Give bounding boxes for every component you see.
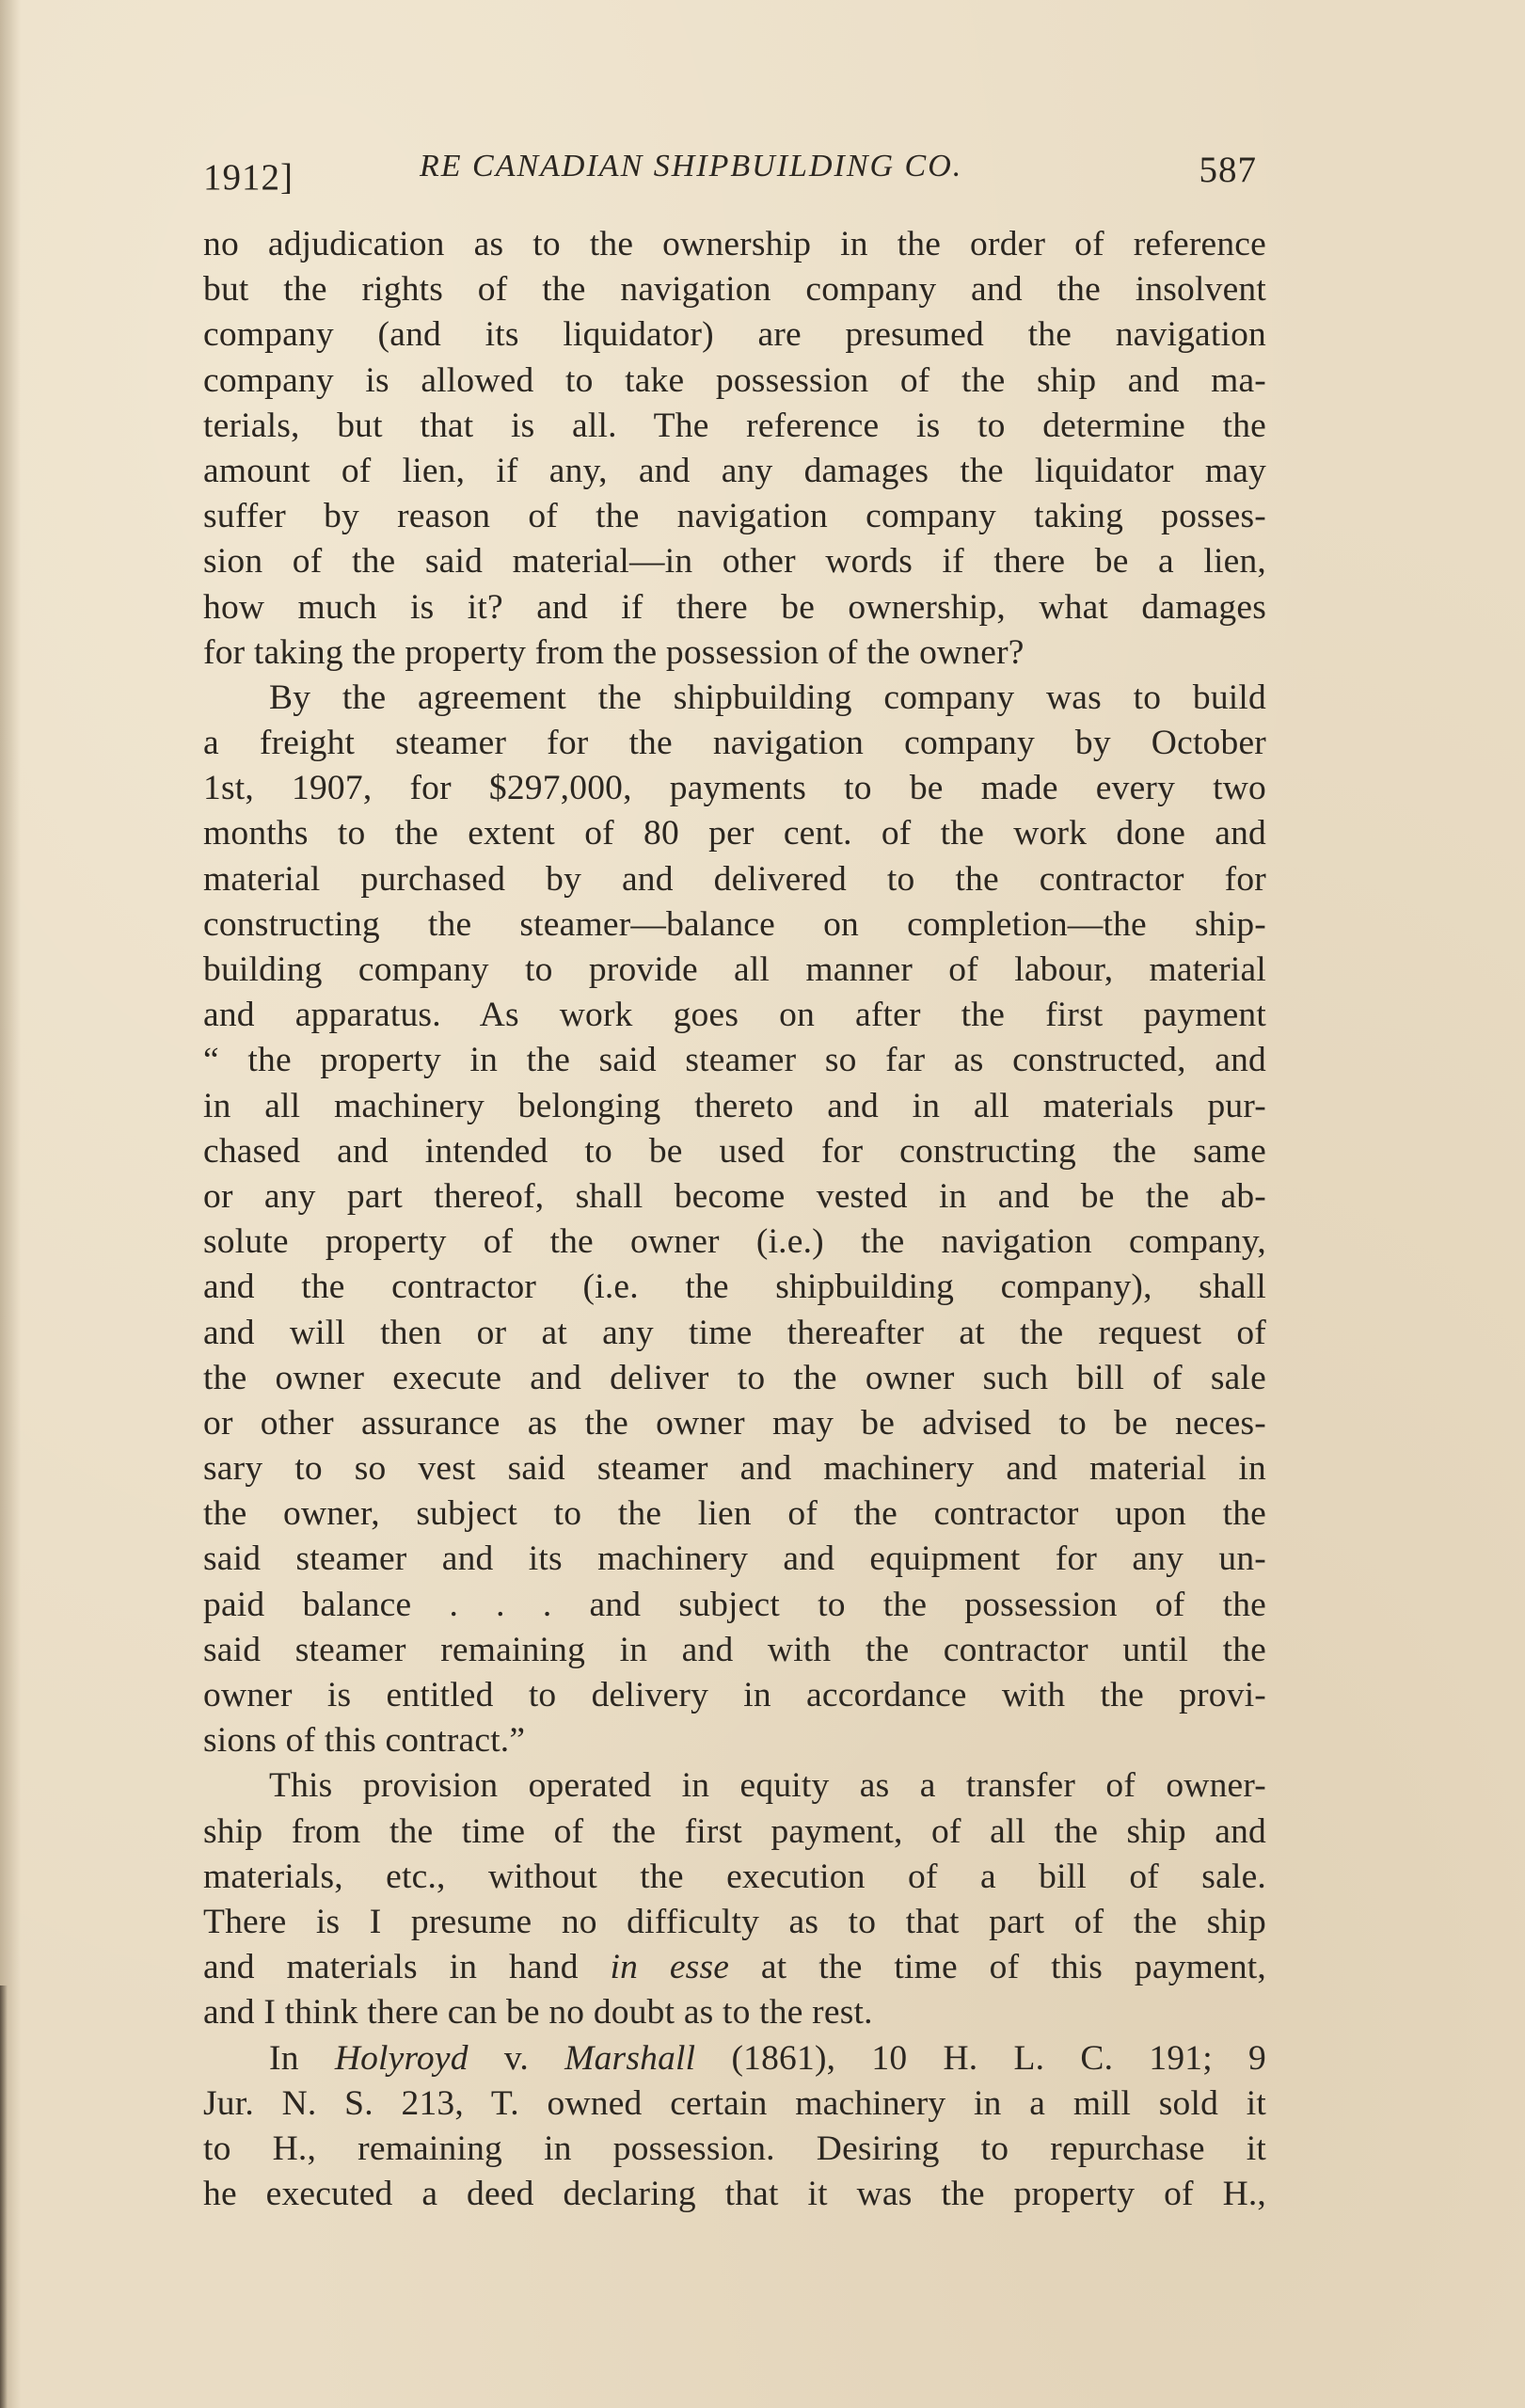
text-line: and the contractor (i.e. the shipbuilding company), shall <box>203 1268 1266 1307</box>
text-line: There is I presume no difficulty as to that part of the ship <box>203 1902 1266 1941</box>
text-line: chased and intended to be used for constructing the same <box>203 1131 1266 1171</box>
text-line: owner is entitled to delivery in accordance with the provi- <box>203 1676 1266 1714</box>
text-line: 1st, 1907, for $297,000, payments to be made every two <box>203 769 1266 808</box>
text-line: the owner execute and deliver to the owner such bill of sale <box>203 1358 1266 1397</box>
text-line: “ the property in the said steamer so far as constructed, and <box>203 1041 1266 1080</box>
text-line: and materials in hand in esse at the time of this payment, <box>203 1948 1267 1987</box>
text-line: sary to so vest said steamer and machinery and material in <box>203 1449 1266 1489</box>
running-head <box>203 149 1266 205</box>
text-line: said steamer remaining in and with the contractor until the <box>203 1630 1266 1669</box>
text-line: or other assurance as the owner may be advised to be neces- <box>203 1403 1266 1443</box>
text-line: By the agreement the shipbuilding company was to build <box>269 678 1266 717</box>
text-line: but the rights of the navigation company and the insolvent <box>203 270 1266 310</box>
text-line: amount of lien, if any, and any damages the liquidator may <box>203 451 1266 490</box>
text-line: constructing the steamer—balance on completion—the ship- <box>203 904 1266 944</box>
text-line: the owner, subject to the lien of the contractor upon the <box>203 1494 1266 1534</box>
text-line: said steamer and its machinery and equipment for any un- <box>203 1539 1266 1579</box>
text-line: ship from the time of the first payment, of all the ship and <box>203 1811 1266 1851</box>
text-line: company (and its liquidator) are presumed the navigation <box>203 315 1266 355</box>
text-line: sions of this contract.” <box>203 1721 526 1761</box>
text-line: Jur. N. S. 213, T. owned certain machinery in a mill sold it <box>203 2083 1266 2123</box>
text-line: he executed a deed declaring that it was the property of H., <box>203 2175 1266 2214</box>
text-line: materials, etc., without the execution of a bill of sale. <box>203 1857 1266 1896</box>
binding-edge <box>0 1985 8 2408</box>
text-line: a freight steamer for the navigation company by October <box>203 724 1266 763</box>
body-text <box>203 222 1266 2217</box>
text-line: and will then or at any time thereafter at the request of <box>203 1313 1266 1352</box>
text-line: for taking the property from the possession of the owner? <box>203 632 1025 672</box>
text-line: in all machinery belonging thereto and in all materials pur- <box>203 1086 1266 1125</box>
text-line: solute property of the owner (i.e.) the navigation company, <box>203 1222 1266 1262</box>
text-line: how much is it? and if there be ownership, what damages <box>203 587 1266 627</box>
text-line: building company to provide all manner of labour, material <box>203 950 1266 989</box>
header-year-ref: 1912] <box>203 157 294 198</box>
text-line: or any part thereof, shall become vested in and be the ab- <box>203 1176 1266 1216</box>
text-line: and I think there can be no doubt as to the rest. <box>203 1993 873 2033</box>
text-line: to H., remaining in possession. Desiring to repurchase it <box>203 2129 1266 2168</box>
text-line: no adjudication as to the ownership in the order of reference <box>203 225 1266 263</box>
text-line: terials, but that is all. The reference is to determine the <box>203 406 1266 445</box>
text-line: This provision operated in equity as a transfer of owner- <box>269 1766 1266 1806</box>
text-line: In Holyroyd v. Marshall (1861), 10 H. L. C. 191; 9 <box>269 2038 1266 2078</box>
text-line: company is allowed to take possession of the ship and ma- <box>203 360 1266 400</box>
text-line: paid balance . . . and subject to the possession of the <box>203 1585 1266 1624</box>
page-number: 587 <box>1199 150 1257 190</box>
header-title: RE CANADIAN SHIPBUILDING CO. <box>420 149 963 183</box>
text-line: and apparatus. As work goes on after the first payment <box>203 996 1266 1035</box>
text-line: sion of the said material—in other words if there be a lien, <box>203 542 1266 582</box>
text-line: suffer by reason of the navigation company taking posses- <box>203 497 1266 536</box>
text-line: material purchased by and delivered to the contractor for <box>203 859 1266 899</box>
text-line: months to the extent of 80 per cent. of the work done and <box>203 814 1266 853</box>
